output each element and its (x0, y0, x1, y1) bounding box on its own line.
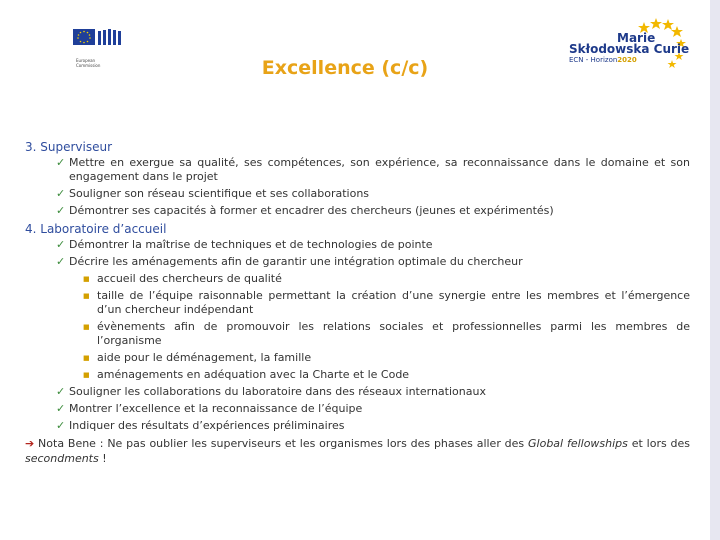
list-item-text: taille de l’équipe raisonnable permettant la création d’une synergie entre les membres et l’émergence d’un chercheur indépendant (97, 289, 690, 316)
list-item (25, 204, 690, 218)
list-item-text: aménagements en adéquation avec la Charte et le Code (97, 368, 410, 381)
msca-logo-line2: Skłodowska Curie (569, 42, 690, 56)
list-item (25, 238, 690, 252)
square-bullet-icon: ■ (83, 292, 90, 300)
square-bullet-icon: ■ (83, 371, 90, 379)
sub-list-item (25, 351, 690, 365)
checkmark-icon: ✓ (56, 204, 66, 217)
list-item-text: aide pour le déménagement, la famille (97, 351, 312, 364)
arrow-right-icon: ➔ (25, 437, 35, 450)
list-item-text: Décrire les aménagements afin de garantir une intégration optimale du chercheur (69, 255, 523, 268)
nota-bene (25, 436, 690, 466)
sub-list-item (25, 320, 690, 348)
slide-content (25, 139, 690, 436)
ec-flag-icon (70, 27, 136, 59)
list-item-text: Souligner les collaborations du laboratoire dans des réseaux internationaux (69, 385, 486, 398)
note-text: ! (98, 452, 107, 465)
list-item (25, 385, 690, 399)
list-item (25, 419, 690, 433)
square-bullet-icon: ■ (83, 275, 90, 283)
checkmark-icon: ✓ (56, 238, 66, 251)
list-item-text: Mettre en exergue sa qualité, ses compétences, son expérience, sa reconnaissance dans le domaine et son engagement dans le projet (69, 156, 690, 183)
note-emphasis: secondments (25, 452, 99, 465)
list-item-text: Démontrer la maîtrise de techniques et de technologies de pointe (69, 238, 433, 251)
sub-list-item (25, 289, 690, 317)
checkmark-icon: ✓ (56, 402, 66, 415)
checkmark-icon: ✓ (56, 156, 66, 169)
note-text: et lors des (627, 437, 691, 450)
list-item (25, 255, 690, 269)
list-item-text: évènements afin de promouvoir les relations sociales et professionnelles parmi les membres de l’organisme (97, 320, 690, 347)
ec-caption-line: European (76, 58, 96, 63)
checkmark-icon: ✓ (56, 385, 66, 398)
list-item-text: Indiquer des résultats d’expériences préliminaires (69, 419, 345, 432)
msca-logo-year: 2020 (617, 56, 637, 64)
sub-list-item (25, 272, 690, 286)
list-item-text: accueil des chercheurs de qualité (97, 272, 282, 285)
list-item-text: Démontrer ses capacités à former et encadrer des chercheurs (jeunes et expérimentés) (69, 204, 554, 217)
checkmark-icon: ✓ (56, 187, 66, 200)
sub-list-item (25, 368, 690, 382)
section-heading: 3. Superviseur (25, 140, 113, 154)
list-item-text: Montrer l’excellence et la reconnaissance de l’équipe (69, 402, 363, 415)
msca-logo-line1: Marie (617, 31, 656, 45)
list-item (25, 187, 690, 201)
side-bar (710, 0, 720, 540)
msca-logo-program: ECN - Horizon (569, 56, 618, 64)
note-text: Nota Bene : Ne pas oublier les superviseurs et les organismes lors des phases aller des (34, 437, 529, 450)
slide-title: Excellence (c/c) (261, 57, 429, 79)
list-item-text: Souligner son réseau scientifique et ses collaborations (69, 187, 370, 200)
square-bullet-icon: ■ (83, 323, 90, 331)
checkmark-icon: ✓ (56, 419, 66, 432)
ec-caption-line: Commission (76, 63, 101, 68)
square-bullet-icon: ■ (83, 354, 90, 362)
note-emphasis: Global fellowships (528, 437, 628, 450)
list-item (25, 402, 690, 416)
section-heading: 4. Laboratoire d’accueil (25, 222, 167, 236)
list-item (25, 156, 690, 184)
checkmark-icon: ✓ (56, 255, 66, 268)
